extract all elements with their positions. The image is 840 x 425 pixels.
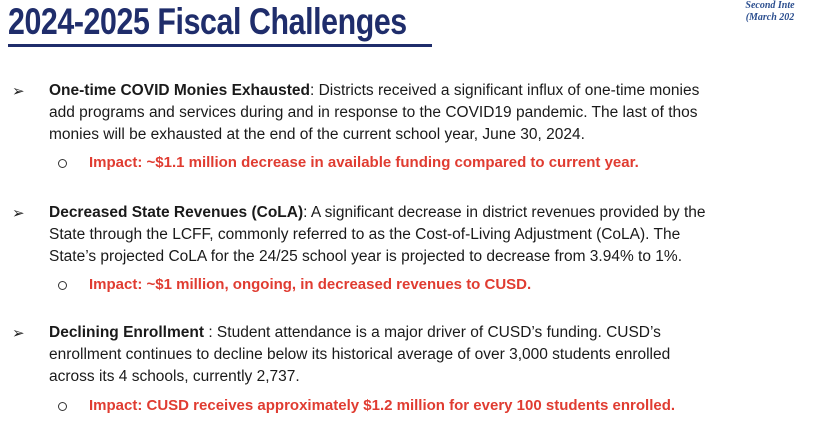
corner-label-line-2: (March 202 [745, 12, 795, 23]
corner-label-line-1: Second Inte [745, 0, 795, 11]
title-underline [8, 44, 432, 47]
circle-bullet-icon [58, 395, 72, 409]
paragraph-text: : A significant decrease in district revenues provided by the [303, 204, 706, 221]
arrow-bullet-icon: ➢ [12, 82, 25, 100]
corner-label [700, 0, 840, 24]
section-paragraph [49, 322, 809, 388]
impact-text: Impact: CUSD receives approximately $1.2 million for every 100 students enrolled. [89, 397, 676, 414]
paragraph-text: : Student attendance is a major driver of CUSD’s funding. CUSD’s [204, 324, 661, 341]
paragraph-line-3: monies will be exhausted at the end of the current school year, June 30, 2024. [49, 126, 585, 143]
section-paragraph [49, 202, 809, 268]
section-lead: One-time COVID Monies Exhausted [49, 82, 310, 99]
page-title: 2024-2025 Fiscal Challenges [8, 1, 407, 42]
paragraph-line-3: across its 4 schools, currently 2,737. [49, 368, 300, 385]
circle-bullet-icon [58, 152, 72, 166]
impact-text: Impact: ~$1 million, ongoing, in decreased revenues to CUSD. [89, 276, 532, 293]
paragraph-text: : Districts received a significant influx of one-time monies [309, 82, 700, 99]
paragraph-line-3: State’s projected CoLA for the 24/25 school year is projected to decrease from 3.94% to 1%. [49, 248, 682, 265]
arrow-bullet-icon: ➢ [12, 324, 25, 342]
paragraph-line-2: enrollment continues to decline below its historical average of over 3,000 students enrolled [49, 346, 671, 363]
section-lead: Declining Enrollment [49, 324, 205, 341]
paragraph-line-1 [49, 322, 809, 344]
impact-text: Impact: ~$1.1 million decrease in available funding compared to current year. [89, 154, 639, 171]
arrow-bullet-icon: ➢ [12, 204, 25, 222]
section-paragraph [49, 80, 809, 146]
circle-bullet-icon [58, 274, 72, 288]
paragraph-line-1 [49, 80, 809, 102]
paragraph-line-2: State through the LCFF, commonly referred to as the Cost-of-Living Adjustment (CoLA). The [49, 226, 681, 243]
paragraph-line-1 [49, 202, 809, 224]
section-lead: Decreased State Revenues (CoLA) [49, 204, 304, 221]
paragraph-line-2: add programs and services during and in response to the COVID19 pandemic. The last of thos [49, 104, 698, 121]
